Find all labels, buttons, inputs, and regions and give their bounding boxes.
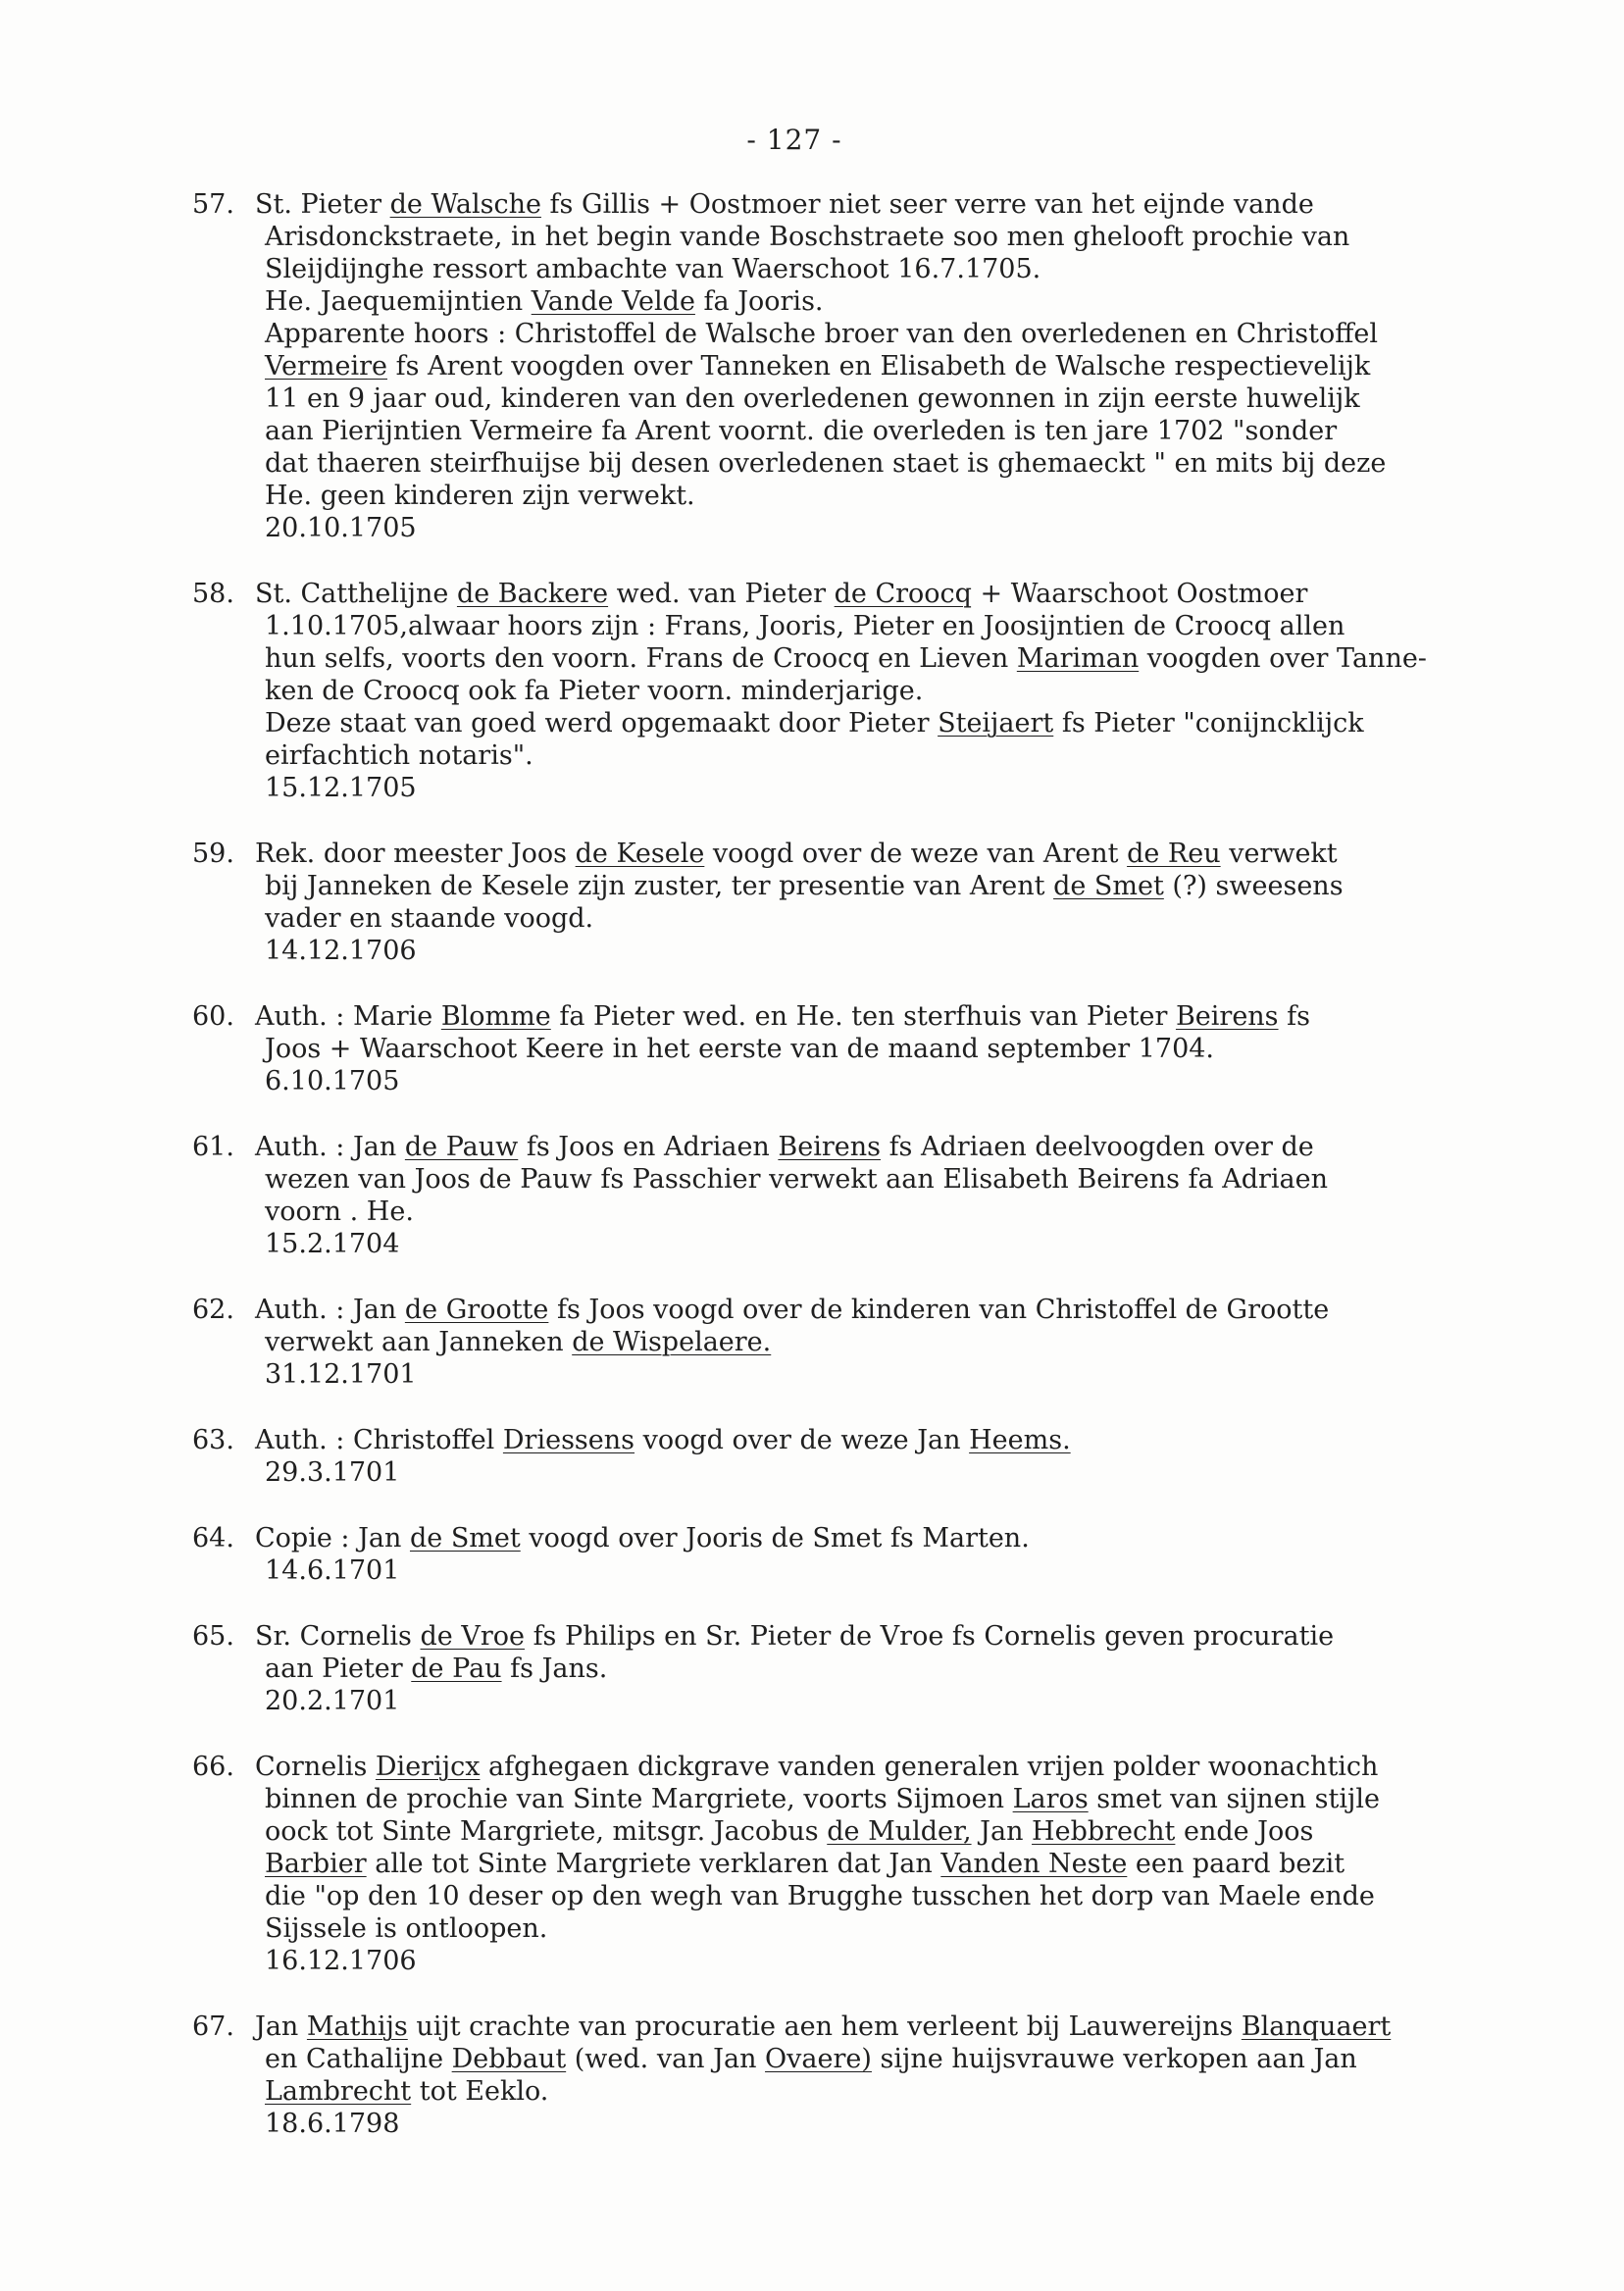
underlined-name: Laros [1012,1784,1089,1814]
entry-65 [192,1620,1565,1717]
entry-date: 16.12.1706 [265,1946,417,1976]
entry-number: 58. [192,579,234,609]
entry-line [255,415,1565,447]
underlined-name: de Wispelaere. [572,1327,772,1357]
text-segment: (?) sweesens [1163,871,1344,901]
entries-list [192,188,1565,2140]
entry-date: 31.12.1701 [265,1359,417,1390]
underlined-name: Blomme [440,1001,551,1032]
text-segment: uijt crachte van procuratie aen hem verleent bij Lauwereijns [407,2011,1242,2042]
entry-line [255,707,1565,739]
underlined-name: Mariman [1016,643,1140,674]
entry-59 [192,838,1565,967]
text-segment: He. geen kinderen zijn verwekt. [265,481,695,511]
entry-number: 61. [192,1132,234,1162]
underlined-name: Beirens [1175,1001,1279,1032]
entry-body [255,1620,1565,1717]
text-segment: Joos + Waarschoot Keere in het eerste van de maand september 1704. [265,1034,1215,1064]
text-segment: Rek. door meester Joos [255,839,576,869]
underlined-name: de Smet [409,1523,521,1553]
entry-63 [192,1424,1565,1489]
text-segment: Sijssele is ontloopen. [265,1913,548,1944]
underlined-name: de Backere [456,579,609,609]
entry-line [255,1033,1565,1065]
text-segment: en Cathalijne [265,2044,452,2074]
text-segment: ken de Croocq ook fa Pieter voorn. minderjarige. [265,676,924,706]
entry-62 [192,1294,1565,1391]
underlined-name: Mathijs [306,2011,408,2042]
text-segment: wed. van Pieter [608,579,835,609]
entry-body [255,1751,1565,1977]
entry-line [255,870,1565,902]
text-segment: Deze staat van goed werd opgemaakt door Pieter [265,708,939,738]
entry-body [255,838,1565,967]
underlined-name: Vanden Neste [940,1849,1128,1879]
text-segment: aan Pierijntien Vermeire fa Arent voornt. die overleden is ten jare 1702 "sonder [265,416,1338,446]
entry-number: 57. [192,189,234,220]
text-segment: Arisdonckstraete, in het begin vande Boschstraete soo men ghelooft prochie van [265,222,1350,252]
entry-66 [192,1751,1565,1977]
page-number: - 127 - [746,124,842,156]
entry-number: 59. [192,839,234,869]
entry-number: 67. [192,2011,234,2042]
entry-number: 62. [192,1295,234,1325]
entry-line [255,1848,1565,1880]
entry-line [255,1815,1565,1848]
text-segment: oock tot Sinte Margriete, mitsgr. Jacobus [265,1816,828,1847]
underlined-name: Barbier [265,1849,367,1879]
underlined-name: de Walsche [389,189,541,220]
text-segment: Jan [255,2011,307,2042]
entry-date: 18.6.1798 [265,2109,400,2139]
text-segment: St. Pieter [255,189,390,220]
text-segment: Sleijdijnghe ressort ambachte van Waerschoot 16.7.1705. [265,254,1041,284]
entry-line [255,2043,1565,2075]
entry-line [255,382,1565,415]
text-segment: 11 en 9 jaar oud, kinderen van den overledenen gewonnen in zijn eerste huwelijk [265,383,1360,414]
text-segment: voogden over Tanne- [1139,643,1427,674]
text-segment: binnen de prochie van Sinte Margriete, voorts Sijmoen [265,1784,1013,1814]
entry-line [255,1326,1565,1358]
entry-line [255,739,1565,772]
text-segment: fa Jooris. [694,286,824,317]
entry-line [255,480,1565,512]
text-segment: fs Philips en Sr. Pieter de Vroe fs Cornelis geven procuratie [524,1621,1335,1652]
entry-number: 63. [192,1425,234,1455]
text-segment: tot Eeklo. [411,2076,549,2107]
entry-number: 60. [192,1001,234,1032]
text-segment: (wed. van Jan [566,2044,766,2074]
underlined-name: de Smet [1053,871,1164,901]
entry-line [255,253,1565,285]
text-segment: voogd over de weze Jan [634,1425,970,1455]
entry-61 [192,1131,1565,1260]
entry-line [255,1522,1565,1554]
text-segment: fa Pieter wed. en He. ten sterfhuis van Pieter [550,1001,1176,1032]
underlined-name: de Mulder, [827,1816,972,1847]
entry-date: 15.12.1705 [265,773,417,803]
entry-line [255,1000,1565,1033]
entry-line [255,642,1565,675]
entry-body [255,2011,1565,2140]
underlined-name: Debbaut [451,2044,567,2074]
entry-date: 20.10.1705 [265,513,417,543]
text-segment: He. Jaequemijntien [265,286,532,317]
entry-line [255,447,1565,480]
text-segment: die "op den 10 deser op den wegh van Brugghe tusschen het dorp van Maele ende [265,1881,1375,1911]
underlined-name: de Vroe [420,1621,525,1652]
entry-body [255,1000,1565,1097]
entry-date: 14.12.1706 [265,936,417,966]
entry-line [255,1424,1565,1456]
entry-number: 65. [192,1621,234,1652]
text-segment: fs Pieter "conijncklijck [1053,708,1364,738]
text-segment: sijne huijsvrauwe verkopen aan Jan [871,2044,1357,2074]
text-segment: fs [1278,1001,1310,1032]
entry-line [255,675,1565,707]
entry-body [255,1131,1565,1260]
entry-line [255,1653,1565,1685]
entry-57 [192,188,1565,544]
entry-date: 29.3.1701 [265,1457,400,1488]
entry-date: 6.10.1705 [265,1066,400,1096]
entry-date: 20.2.1701 [265,1686,400,1716]
text-segment: fs Gillis + Oostmoer niet seer verre van het eijnde vande [540,189,1314,220]
text-segment: Jan [971,1816,1033,1847]
text-segment: + Waarschoot Oostmoer [971,579,1308,609]
text-segment: Copie : Jan [255,1523,410,1553]
underlined-name: Ovaere) [765,2044,872,2074]
entry-body [255,578,1565,804]
text-segment: dat thaeren steirfhuijse bij desen overledenen staet is ghemaeckt " en mits bij deze [265,448,1387,479]
entry-line [255,1620,1565,1653]
entry-body [255,188,1565,544]
underlined-name: de Pau [411,1654,502,1684]
underlined-name: Lambrecht [265,2076,412,2107]
underlined-name: Beirens [778,1132,881,1162]
entry-line [255,350,1565,382]
text-segment: wezen van Joos de Pauw fs Passchier verwekt aan Elisabeth Beirens fa Adriaen [265,1164,1328,1195]
entry-body [255,1424,1565,1489]
text-segment: fs Jans. [501,1654,608,1684]
text-segment: eirfachtich notaris". [265,740,533,771]
text-segment: voogd over Jooris de Smet fs Marten. [520,1523,1030,1553]
entry-line [255,1912,1565,1945]
entry-line [255,1783,1565,1815]
underlined-name: Heems. [969,1425,1071,1455]
text-segment: bij Janneken de Kesele zijn zuster, ter presentie van Arent [265,871,1054,901]
underlined-name: Blanquaert [1241,2011,1392,2042]
text-segment: fs Joos en Adriaen [518,1132,779,1162]
text-segment: voorn . He. [265,1196,414,1227]
entry-date: 14.6.1701 [265,1555,400,1586]
entry-line [255,285,1565,318]
text-segment: Auth. : Jan [255,1132,405,1162]
entry-64 [192,1522,1565,1587]
entry-line [255,610,1565,642]
entry-line [255,1163,1565,1196]
entry-date: 15.2.1704 [265,1229,400,1259]
text-segment: aan Pieter [265,1654,412,1684]
text-segment: fs Arent voogden over Tanneken en Elisabeth de Walsche respectievelijk [387,351,1371,382]
text-segment: Auth. : Marie [255,1001,441,1032]
entry-67 [192,2011,1565,2140]
entry-number: 66. [192,1752,234,1782]
underlined-name: de Kesele [575,839,705,869]
text-segment: Sr. Cornelis [255,1621,421,1652]
entry-line [255,2011,1565,2043]
entry-58 [192,578,1565,804]
text-segment: voogd over de weze van Arent [704,839,1128,869]
text-segment: fs Joos voogd over de kinderen van Christoffel de Grootte [548,1295,1330,1325]
entry-line [255,318,1565,350]
underlined-name: Vande Velde [531,286,695,317]
text-segment: alle tot Sinte Margriete verklaren dat Jan [366,1849,941,1879]
text-segment: afghegaen dickgrave vanden generalen vrijen polder woonachtich [480,1752,1379,1782]
text-segment: vader en staande voogd. [265,903,594,934]
text-segment: St. Catthelijne [255,579,457,609]
entry-line [255,1196,1565,1228]
entry-line [255,1880,1565,1912]
text-segment: Apparente hoors : Christoffel de Walsche broer van den overledenen en Christoffel [265,319,1378,349]
entry-line [255,1131,1565,1163]
text-segment: Auth. : Jan [255,1295,405,1325]
text-segment: fs Adriaen deelvoogden over de [880,1132,1314,1162]
underlined-name: de Croocq [834,579,972,609]
underlined-name: Steijaert [938,708,1054,738]
text-segment: 1.10.1705,alwaar hoors zijn : Frans, Jooris, Pieter en Joosijntien de Croocq allen [265,611,1345,641]
entry-line [255,578,1565,610]
text-segment: hun selfs, voorts den voorn. Frans de Croocq en Lieven [265,643,1017,674]
entry-60 [192,1000,1565,1097]
underlined-name: Driessens [502,1425,635,1455]
entry-line [255,2075,1565,2108]
underlined-name: de Reu [1127,839,1221,869]
entry-line [255,1751,1565,1783]
entry-body [255,1522,1565,1587]
entry-line [255,838,1565,870]
underlined-name: Dierijcx [375,1752,481,1782]
entry-line [255,221,1565,253]
entry-number: 64. [192,1523,234,1553]
text-segment: een paard bezit [1127,1849,1345,1879]
underlined-name: de Pauw [404,1132,519,1162]
text-segment: verwekt [1220,839,1338,869]
entry-line [255,902,1565,935]
text-segment: verwekt aan Janneken [265,1327,573,1357]
entry-body [255,1294,1565,1391]
text-segment: Auth. : Christoffel [255,1425,503,1455]
text-segment: ende Joos [1175,1816,1314,1847]
underlined-name: Hebbrecht [1032,1816,1176,1847]
entry-line [255,188,1565,221]
entry-line [255,1294,1565,1326]
text-segment: smet van sijnen stijle [1088,1784,1380,1814]
underlined-name: de Grootte [404,1295,549,1325]
text-segment: Cornelis [255,1752,376,1782]
underlined-name: Vermeire [265,351,388,382]
